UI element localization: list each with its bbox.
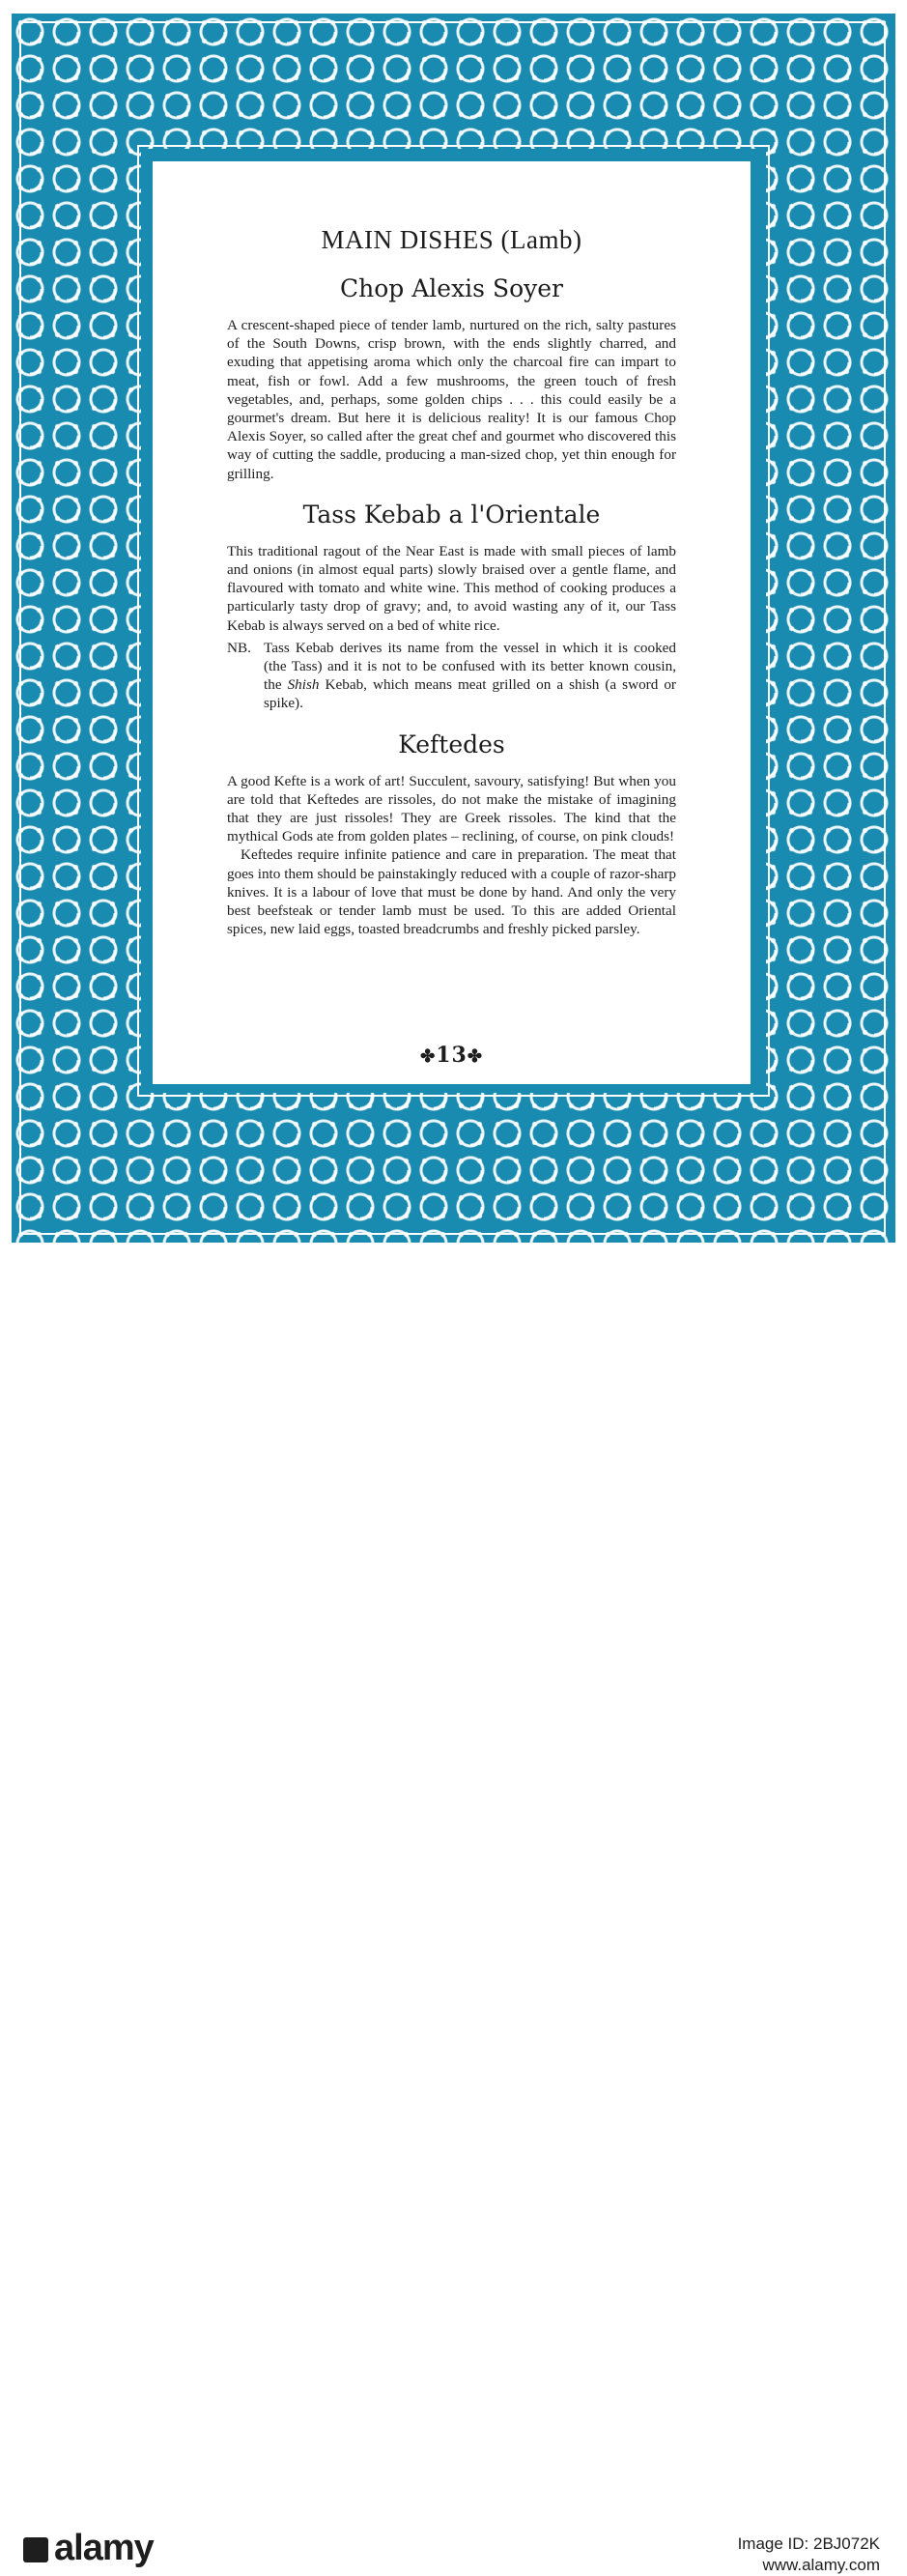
nb-text-part: Kebab, which means meat grilled on a shish (a sword or spike).: [264, 676, 676, 712]
page-title: MAIN DISHES (Lamb): [321, 225, 582, 254]
nb-text-part: Tass Kebab derives its name from the vessel in which it is cooked (the Tass) and it is not to be confused with its better known cousin, the: [264, 639, 676, 694]
page-number: [153, 1043, 751, 1068]
nb-text: [264, 639, 676, 713]
text-panel: [153, 161, 751, 1084]
logo-icon: [23, 2537, 48, 2562]
ornament-icon: ✤: [467, 1046, 483, 1067]
image-id: Image ID: 2BJ072K: [737, 2534, 880, 2553]
watermark-logo: [23, 2528, 154, 2569]
section-title-tass-kebab: Tass Kebab a l'Orientale: [302, 500, 601, 529]
ornament-icon: ✤: [420, 1046, 437, 1067]
menu-page: [0, 0, 907, 1256]
nb-label: NB.: [227, 639, 251, 656]
section-paragraph: A good Kefte is a work of art! Succulent, savoury, satisfying! But when you are told that Keftedes are rissoles, do not make the mistake of imagining that they are just rissoles! They are Greek rissoles. The kind that the mythical Gods ate from golden plates – reclining, of course, on pink clouds!: [227, 772, 676, 845]
nb-text-italic: Shish: [287, 676, 320, 694]
section-paragraph: A crescent-shaped piece of tender lamb, nurtured on the rich, salty pastures of the South Downs, crisp brown, with the ends slightly charred, and exuding that appetising aroma which only the charcoal fire can impart to meat, fish or fowl. Add a few mushrooms, the green touch of fresh vegetables, and, perhaps, some golden chips . . . this could easily be a gourmet's dream. But here it is delicious reality! It is our famous Chop Alexis Soyer, so called after the great chef and gourmet who discovered this way of cutting the saddle, producing a man-sized chop, yet thin enough for grilling.: [227, 317, 676, 482]
section-paragraph: This traditional ragout of the Near East is made with small pieces of lamb and onions (in almost equal parts) slowly braised over a gentle flame, and flavoured with tomato and white wine. This method of cooking produces a particularly tasty drop of gravy; and, to avoid wasting any of it, our Tass Kebab is always served on a bed of white rice.: [227, 542, 676, 634]
nb-note: [227, 639, 676, 713]
watermark-text: alamy: [54, 2528, 154, 2568]
site-url: www.alamy.com: [762, 2556, 880, 2574]
page-number-value: 13: [436, 1043, 468, 1068]
section-title-keftedes: Keftedes: [398, 730, 505, 758]
section-title-chop: Chop Alexis Soyer: [340, 274, 563, 302]
image-id-block: [738, 2533, 880, 2576]
section-paragraph: Keftedes require infinite patience and care in preparation. The meat that goes into them should be painstakingly reduced with a couple of razor-sharp knives. It is a labour of love that must be done by hand. And only the very best beefsteak or tender lamb must be used. To this are added Oriental spices, new laid eggs, toasted breadcrumbs and freshly picked parsley.: [227, 846, 676, 938]
stock-footer: [0, 1256, 907, 2574]
